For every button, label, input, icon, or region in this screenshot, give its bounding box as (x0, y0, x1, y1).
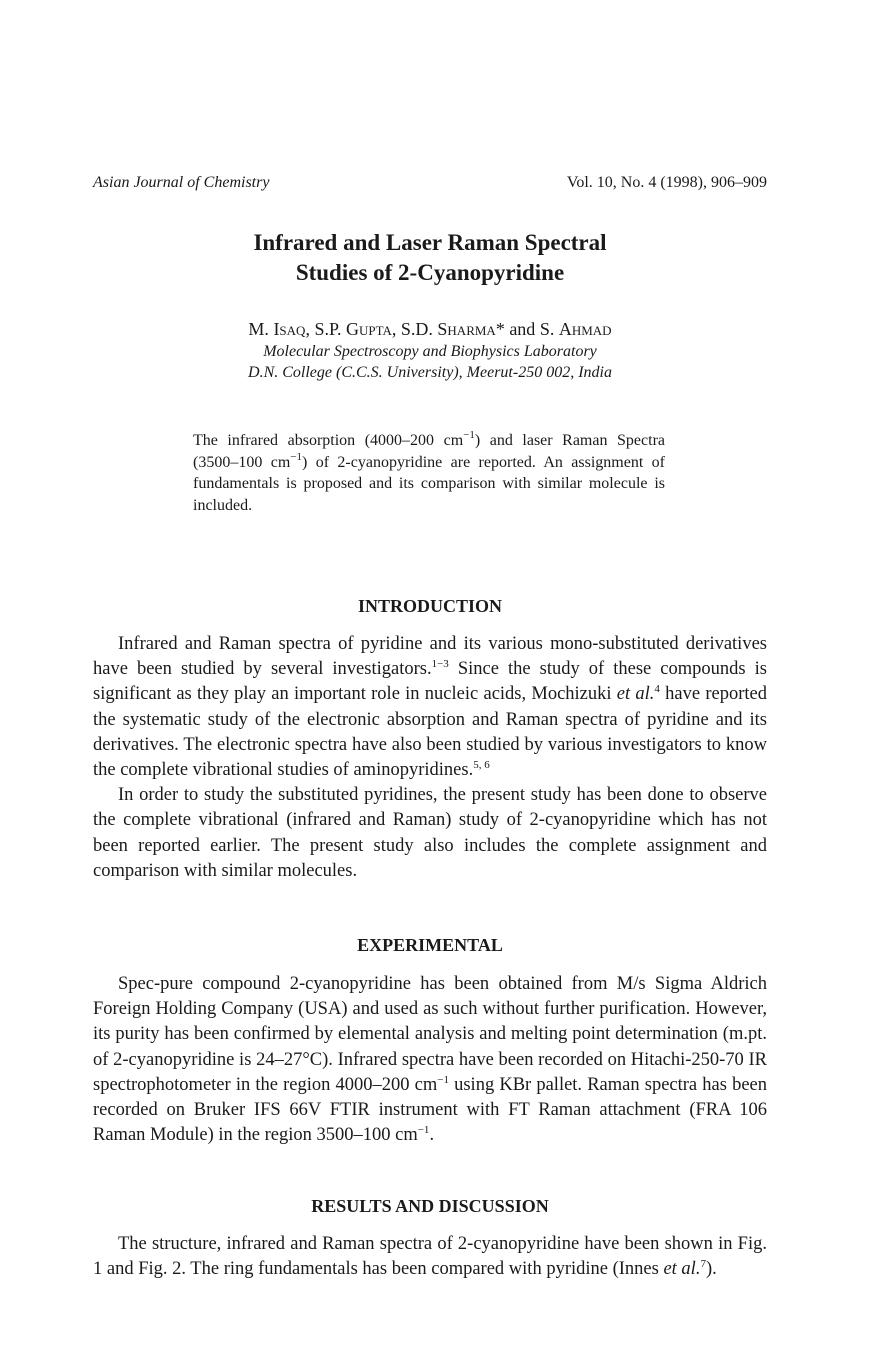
abstract (193, 430, 665, 516)
results-heading: RESULTS AND DISCUSSION (311, 1196, 549, 1216)
citation-ref: 1−3 (431, 658, 449, 671)
volume-info: Vol. 10, No. 4 (1998), 906–909 (566, 174, 767, 191)
results-text-1: The structure, infrared and Raman spectra of 2-cyanopyridine have been shown in Fig. 1 and Fig. 2. The ring fundamentals has been compared with pyridine (Innes (93, 1234, 767, 1280)
citation-ref: 4 (654, 683, 660, 696)
author-3-initial: S.D. (400, 319, 433, 339)
title-line-1: Infrared and Laser Raman Spectral (253, 230, 607, 255)
results-paragraph (93, 1232, 767, 1282)
introduction-body (93, 632, 767, 884)
author-conjunction: and (509, 319, 536, 339)
journal-name: Asian Journal of Chemistry (93, 174, 270, 191)
results-text-2: ). (705, 1259, 717, 1280)
author-2-initial: S.P. (314, 319, 342, 339)
experimental-paragraph (93, 972, 767, 1148)
author-4-surname: Ahmad (558, 319, 612, 339)
unit-sup: −1 (437, 1073, 449, 1086)
unit-sup: −1 (417, 1124, 430, 1137)
abstract-sup-1: −1 (463, 429, 475, 441)
et-al: et al. (663, 1259, 701, 1280)
author-2-surname: Gupta (345, 319, 392, 339)
et-al: et al. (616, 684, 655, 705)
results-body (93, 1232, 767, 1282)
experimental-text-1: Spec-pure compound 2-cyanopyridine has been obtained from M/s Sigma Aldrich Foreign Holding Company (USA) and used as such without further purification. However, its purity has been confirmed by elemental analysis and melting point determination (m.pt. of 2-cyanopyridine is 24–27°C). Infrared spectra have been recorded on Hitachi-250-70 IR spectrophotometer in the region 4000–200 cm (93, 974, 767, 1095)
corresponding-author-mark: * (495, 319, 505, 339)
introduction-paragraph-2: In order to study the substituted pyridines, the present study has been done to observe the complete vibrational (infrared and Raman) study of 2-cyanopyridine which has not been reported earlier. The present study also includes the complete assignment and comparison with similar molecules. (93, 785, 767, 881)
abstract-text-part-2: ) and laser Raman Spectra (3500–100 cm (193, 432, 665, 471)
running-header (93, 174, 767, 192)
citation-ref: 5, 6 (473, 759, 490, 772)
introduction-heading: INTRODUCTION (357, 596, 503, 616)
citation-ref: 7 (700, 1258, 706, 1271)
experimental-heading: EXPERIMENTAL (357, 935, 503, 955)
abstract-text-part-1: The infrared absorption (4000–200 cm (193, 432, 464, 449)
article-title (93, 228, 767, 288)
introduction-paragraph-1 (93, 632, 767, 783)
abstract-text-part-3: ) of 2-cyanopyridine are reported. An assignment of fundamentals is proposed and its comparison with similar molecule is included. (193, 453, 665, 514)
author-4-initial: S. (539, 319, 555, 339)
author-list: M. Isaq, S.P. Gupta, S.D. Sharma* and S. Ahmad (248, 319, 612, 339)
abstract-text (193, 430, 665, 516)
experimental-body (93, 972, 767, 1148)
experimental-text-3: . (429, 1125, 435, 1146)
intro-p1-text-2: Since the study of these compounds is significant as they play an important role in nucleic acids, Mochizuki (93, 659, 767, 705)
author-1-surname: Isaq (273, 319, 306, 339)
abstract-sup-2: −1 (290, 450, 302, 463)
intro-p1-text-3: have reported the systematic study of the electronic absorption and Raman spectra of pyridine and its derivatives. The electronic spectra have also been studied by various investigators to know the complete vibrational studies of aminopyridines. (93, 684, 767, 781)
author-3-surname: Sharma (437, 319, 496, 339)
affiliation-line-1: Molecular Spectroscopy and Biophysics Laboratory (263, 343, 597, 360)
experimental-text-2: using KBr pallet. Raman spectra has been recorded on Bruker IFS 66V FTIR instrument with FT Raman attachment (FRA 106 Raman Module) in the region 3500–100 cm (93, 1074, 767, 1146)
affiliation-line-2: D.N. College (C.C.S. University), Meerut-250 002, India (248, 364, 612, 381)
title-line-2: Studies of 2-Cyanopyridine (295, 260, 565, 285)
intro-p1-text-1: Infrared and Raman spectra of pyridine and its various mono-substituted derivatives have been studied by several investigators. (93, 634, 767, 680)
author-1-initial: M. (248, 319, 269, 339)
